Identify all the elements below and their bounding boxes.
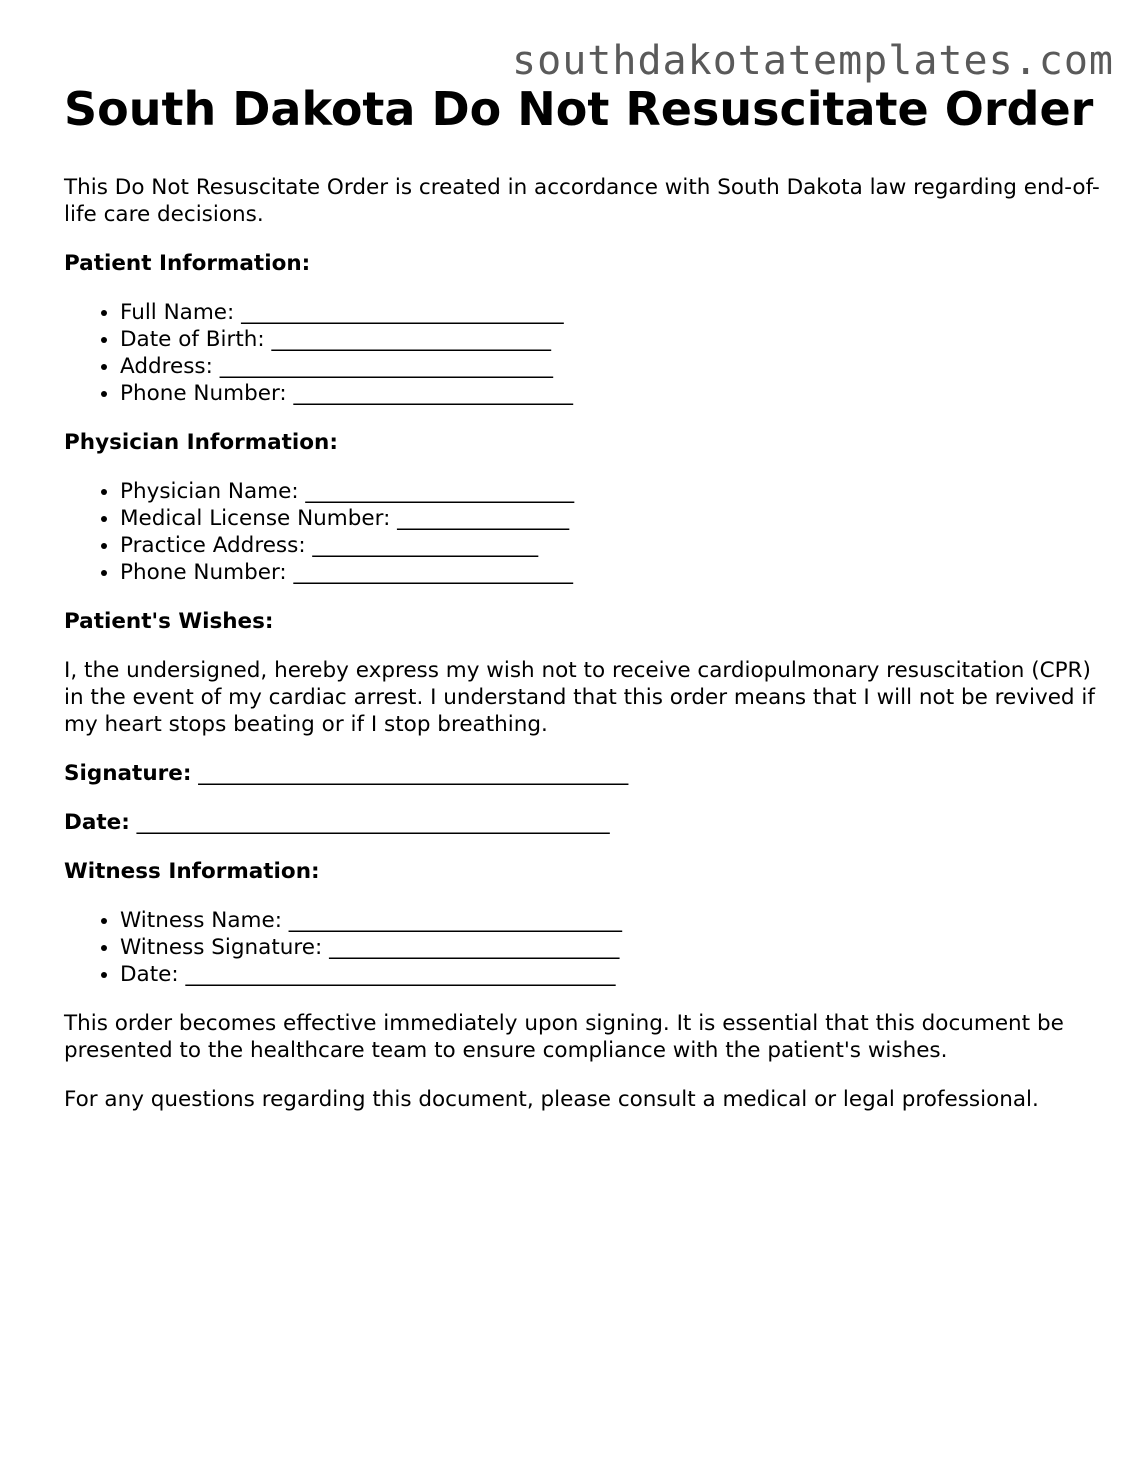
physician-info-list xyxy=(64,478,1104,586)
physician-phone-field: • Phone Number: __________________________ xyxy=(120,559,1104,586)
physician-address-field: • Practice Address: _____________________ xyxy=(120,532,1104,559)
signature-label: Signature: xyxy=(64,761,192,786)
physician-name-field: • Physician Name: _________________________ xyxy=(120,478,1104,505)
date-label: Date: xyxy=(64,810,130,835)
effective-paragraph: This order becomes effective immediately upon signing. It is essential that this document be presented to the healthcare team to ensure compliance with the patient's wishes. xyxy=(64,1011,1064,1063)
wishes-paragraph: I, the undersigned, hereby express my wish not to receive cardiopulmonary resuscitation (CPR) in the event of my cardiac arrest. I understand that this order means that I will not be revived if my heart stops beating or if I stop breathing. xyxy=(64,658,1095,737)
questions-paragraph: For any questions regarding this document, please consult a medical or legal professional. xyxy=(64,1087,1039,1112)
signature-blank: ________________________________________ xyxy=(198,761,629,786)
document-title: South Dakota Do Not Resuscitate Order xyxy=(64,82,1094,136)
document-page xyxy=(64,82,1104,1135)
witness-name-field: • Witness Name: _______________________________ xyxy=(120,907,1104,934)
physician-license-field: • Medical License Number: ________________ xyxy=(120,505,1104,532)
witness-signature-field: • Witness Signature: ___________________________ xyxy=(120,934,1104,961)
witness-info-heading: Witness Information: xyxy=(64,859,320,884)
patient-phone-field: • Phone Number: __________________________ xyxy=(120,380,1104,407)
patient-address-field: • Address: _______________________________ xyxy=(120,353,1104,380)
wishes-heading: Patient's Wishes: xyxy=(64,609,274,634)
patient-info-heading: Patient Information: xyxy=(64,251,311,276)
date-line xyxy=(64,809,1104,836)
physician-info-heading: Physician Information: xyxy=(64,430,338,455)
patient-info-list xyxy=(64,299,1104,407)
signature-line xyxy=(64,760,1104,787)
patient-full-name-field: • Full Name: ______________________________ xyxy=(120,299,1104,326)
watermark: southdakotatemplates.com xyxy=(512,38,1114,84)
intro-paragraph: This Do Not Resuscitate Order is created in accordance with South Dakota law regarding end-of-life care decisions. xyxy=(64,175,1100,227)
patient-dob-field: • Date of Birth: __________________________ xyxy=(120,326,1104,353)
date-blank: ____________________________________________ xyxy=(136,810,610,835)
witness-date-field: • Date: ________________________________________ xyxy=(120,961,1104,988)
witness-info-list xyxy=(64,907,1104,988)
